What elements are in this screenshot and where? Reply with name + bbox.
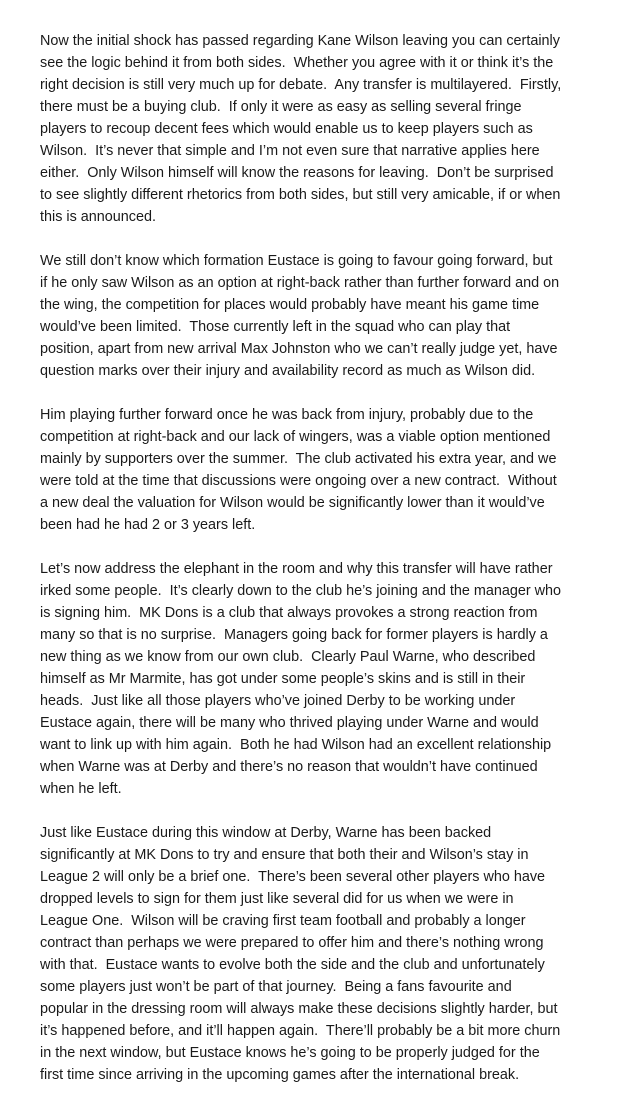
paragraph-3 bbox=[40, 404, 600, 536]
text-line: been had he had 2 or 3 years left. bbox=[40, 517, 256, 533]
text-line: dropped levels to sign for them just like several did for us when we were in bbox=[40, 891, 514, 907]
text-line: mainly by supporters over the summer. The club activated his extra year, and we bbox=[40, 451, 557, 467]
text-line: if he only saw Wilson as an option at right-back rather than further forward and on bbox=[40, 275, 560, 291]
text-line: We still don’t know which formation Eustace is going to favour going forward, but bbox=[40, 253, 553, 269]
text-line: Him playing further forward once he was back from injury, probably due to the bbox=[40, 407, 534, 423]
text-line: Let’s now address the elephant in the room and why this transfer will have rather bbox=[40, 561, 553, 577]
text-line: were told at the time that discussions were ongoing over a new contract. Without bbox=[40, 473, 557, 489]
text-line: when Warne was at Derby and there’s no reason that wouldn’t have continued bbox=[40, 759, 538, 775]
text-line: this is announced. bbox=[40, 209, 157, 225]
text-line: some players just won’t be part of that journey. Being a fans favourite and bbox=[40, 979, 512, 995]
text-line: contract than perhaps we were prepared to offer him and there’s nothing wrong bbox=[40, 935, 544, 951]
text-line: position, apart from new arrival Max Johnston who we can’t really judge yet, have bbox=[40, 341, 558, 357]
text-line: see the logic behind it from both sides. Whether you agree with it or think it’s the bbox=[40, 55, 554, 71]
text-line: there must be a buying club. If only it were as easy as selling several fringe bbox=[40, 99, 522, 115]
text-line: in the next window, but Eustace knows he’s going to be properly judged for the bbox=[40, 1045, 540, 1061]
paragraph-2 bbox=[40, 250, 600, 382]
text-line: himself as Mr Marmite, has got under some people’s skins and is still in their bbox=[40, 671, 526, 687]
text-line: is signing him. MK Dons is a club that always provokes a strong reaction from bbox=[40, 605, 538, 621]
text-line: to see slightly different rhetorics from both sides, but still very amicable, if or when bbox=[40, 187, 561, 203]
text-line: players to recoup decent fees which would enable us to keep players such as bbox=[40, 121, 533, 137]
paragraph-5 bbox=[40, 822, 600, 1086]
text-line: significantly at MK Dons to try and ensure that both their and Wilson’s stay in bbox=[40, 847, 529, 863]
text-line: competition at right-back and our lack of wingers, was a viable option mentioned bbox=[40, 429, 551, 445]
text-line: irked some people. It’s clearly down to the club he’s joining and the manager who bbox=[40, 583, 562, 599]
text-line: Just like Eustace during this window at Derby, Warne has been backed bbox=[40, 825, 492, 841]
text-line: the wing, the competition for places would probably have meant his game time bbox=[40, 297, 540, 313]
text-line: new thing as we know from our own club. Clearly Paul Warne, who described bbox=[40, 649, 536, 665]
text-line: many so that is no surprise. Managers going back for former players is hardly a bbox=[40, 627, 548, 643]
text-line: first time since arriving in the upcoming games after the international break. bbox=[40, 1067, 520, 1083]
text-line: Now the initial shock has passed regarding Kane Wilson leaving you can certainly bbox=[40, 33, 560, 49]
text-line: it’s happened before, and it’ll happen again. There’ll probably be a bit more churn bbox=[40, 1023, 561, 1039]
text-line: when he left. bbox=[40, 781, 122, 797]
text-line: League One. Wilson will be craving first team football and probably a longer bbox=[40, 913, 526, 929]
paragraph-1 bbox=[40, 30, 600, 228]
text-line: right decision is still very much up for debate. Any transfer is multilayered. Firstly, bbox=[40, 77, 562, 93]
text-line: a new deal the valuation for Wilson would be significantly lower than it would’ve bbox=[40, 495, 545, 511]
text-line: Eustace again, there will be many who thrived playing under Warne and would bbox=[40, 715, 539, 731]
text-line: with that. Eustace wants to evolve both the side and the club and unfortunately bbox=[40, 957, 545, 973]
text-line: Wilson. It’s never that simple and I’m not even sure that narrative applies here bbox=[40, 143, 540, 159]
paragraph-4 bbox=[40, 558, 600, 800]
text-line: want to link up with him again. Both he had Wilson had an excellent relationship bbox=[40, 737, 552, 753]
text-line: heads. Just like all those players who’ve joined Derby to be working under bbox=[40, 693, 516, 709]
article-body bbox=[40, 30, 600, 1108]
text-line: popular in the dressing room will always make these decisions slightly harder, but bbox=[40, 1001, 558, 1017]
text-line: question marks over their injury and availability record as much as Wilson did. bbox=[40, 363, 536, 379]
text-line: would’ve been limited. Those currently left in the squad who can play that bbox=[40, 319, 511, 335]
text-line: League 2 will only be a brief one. There’s been several other players who have bbox=[40, 869, 546, 885]
text-line: either. Only Wilson himself will know the reasons for leaving. Don’t be surprised bbox=[40, 165, 554, 181]
